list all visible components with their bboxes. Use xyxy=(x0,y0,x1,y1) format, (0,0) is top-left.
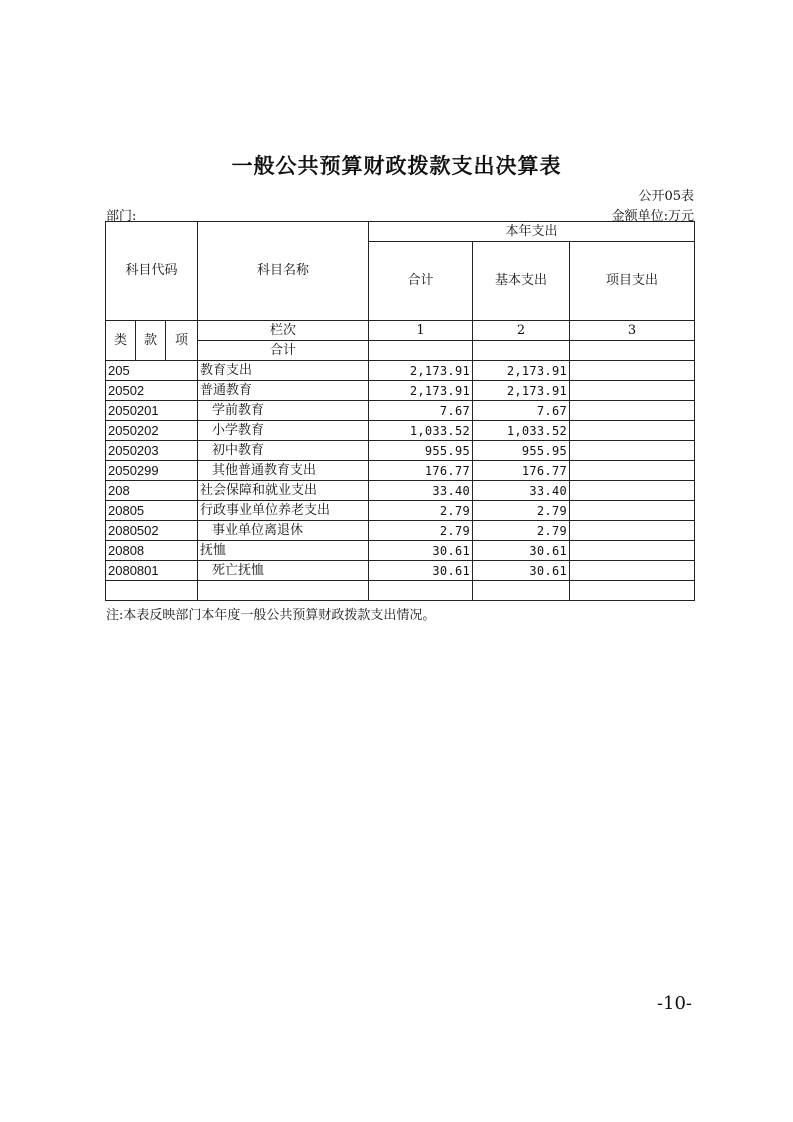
row-project xyxy=(570,441,695,461)
row-code: 2080801 xyxy=(106,561,198,581)
row-name: 初中教育 xyxy=(198,441,369,461)
table-row xyxy=(106,521,695,541)
empty-cell xyxy=(106,581,198,601)
amount-unit-label: 金额单位:万元 xyxy=(611,209,694,224)
row-total: 7.67 xyxy=(369,401,473,421)
row-basic: 7.67 xyxy=(473,401,570,421)
header-basic: 基本支出 xyxy=(473,242,570,321)
row-total: 1,033.52 xyxy=(369,421,473,441)
sum-project xyxy=(570,341,695,361)
empty-cell xyxy=(369,581,473,601)
empty-row xyxy=(106,581,695,601)
row-name: 社会保障和就业支出 xyxy=(198,481,369,501)
row-project xyxy=(570,421,695,441)
header-kuan: 款 xyxy=(136,321,166,361)
row-project xyxy=(570,541,695,561)
row-project xyxy=(570,401,695,421)
row-basic: 2.79 xyxy=(473,521,570,541)
row-project xyxy=(570,361,695,381)
row-code: 2050201 xyxy=(106,401,198,421)
row-basic: 955.95 xyxy=(473,441,570,461)
row-basic: 2,173.91 xyxy=(473,361,570,381)
table-row xyxy=(106,541,695,561)
header-column-no: 栏次 xyxy=(198,321,369,341)
page-number: -10- xyxy=(656,993,692,1014)
row-total: 30.61 xyxy=(369,561,473,581)
empty-cell xyxy=(473,581,570,601)
row-basic: 30.61 xyxy=(473,561,570,581)
column-number-row xyxy=(106,321,695,341)
row-project xyxy=(570,481,695,501)
header-current-year: 本年支出 xyxy=(369,222,695,242)
col-no-3: 3 xyxy=(570,321,695,341)
row-name: 事业单位离退休 xyxy=(198,521,369,541)
table-row xyxy=(106,401,695,421)
table-row xyxy=(106,421,695,441)
header-row-1 xyxy=(106,222,695,242)
header-lei: 类 xyxy=(106,321,136,361)
row-name: 抚恤 xyxy=(198,541,369,561)
row-project xyxy=(570,461,695,481)
header-total: 合计 xyxy=(369,242,473,321)
row-name: 普通教育 xyxy=(198,381,369,401)
table-row xyxy=(106,441,695,461)
row-code: 20502 xyxy=(106,381,198,401)
row-project xyxy=(570,501,695,521)
sum-label: 合计 xyxy=(198,341,369,361)
row-basic: 1,033.52 xyxy=(473,421,570,441)
row-project xyxy=(570,521,695,541)
row-code: 205 xyxy=(106,361,198,381)
row-basic: 30.61 xyxy=(473,541,570,561)
header-subject-code: 科目代码 xyxy=(106,222,198,321)
table-row xyxy=(106,481,695,501)
row-code: 208 xyxy=(106,481,198,501)
form-number: 公开05表 xyxy=(638,189,694,204)
row-total: 955.95 xyxy=(369,441,473,461)
sum-basic xyxy=(473,341,570,361)
row-basic: 176.77 xyxy=(473,461,570,481)
row-name: 学前教育 xyxy=(198,401,369,421)
row-name: 其他普通教育支出 xyxy=(198,461,369,481)
row-name: 死亡抚恤 xyxy=(198,561,369,581)
row-basic: 33.40 xyxy=(473,481,570,501)
page-title: 一般公共预算财政拨款支出决算表 xyxy=(231,154,562,178)
empty-cell xyxy=(570,581,695,601)
row-total: 2,173.91 xyxy=(369,381,473,401)
row-total: 2.79 xyxy=(369,501,473,521)
expenditure-table xyxy=(105,221,695,601)
department-label: 部门: xyxy=(106,209,137,224)
table-row xyxy=(106,381,695,401)
sum-total xyxy=(369,341,473,361)
row-name: 行政事业单位养老支出 xyxy=(198,501,369,521)
row-total: 33.40 xyxy=(369,481,473,501)
row-project xyxy=(570,561,695,581)
table-row xyxy=(106,461,695,481)
col-no-2: 2 xyxy=(473,321,570,341)
row-code: 2080502 xyxy=(106,521,198,541)
header-project: 项目支出 xyxy=(570,242,695,321)
table-note: 注:本表反映部门本年度一般公共预算财政拨款支出情况。 xyxy=(106,608,436,623)
row-project xyxy=(570,381,695,401)
table-row xyxy=(106,501,695,521)
table-row xyxy=(106,361,695,381)
row-code: 20808 xyxy=(106,541,198,561)
row-name: 小学教育 xyxy=(198,421,369,441)
row-total: 2.79 xyxy=(369,521,473,541)
row-basic: 2.79 xyxy=(473,501,570,521)
row-total: 30.61 xyxy=(369,541,473,561)
row-total: 2,173.91 xyxy=(369,361,473,381)
row-code: 2050203 xyxy=(106,441,198,461)
row-name: 教育支出 xyxy=(198,361,369,381)
row-total: 176.77 xyxy=(369,461,473,481)
row-code: 20805 xyxy=(106,501,198,521)
col-no-1: 1 xyxy=(369,321,473,341)
header-xiang: 项 xyxy=(166,321,198,361)
row-code: 2050299 xyxy=(106,461,198,481)
empty-cell xyxy=(198,581,369,601)
table-row xyxy=(106,561,695,581)
row-basic: 2,173.91 xyxy=(473,381,570,401)
header-subject-name: 科目名称 xyxy=(198,222,369,321)
row-code: 2050202 xyxy=(106,421,198,441)
